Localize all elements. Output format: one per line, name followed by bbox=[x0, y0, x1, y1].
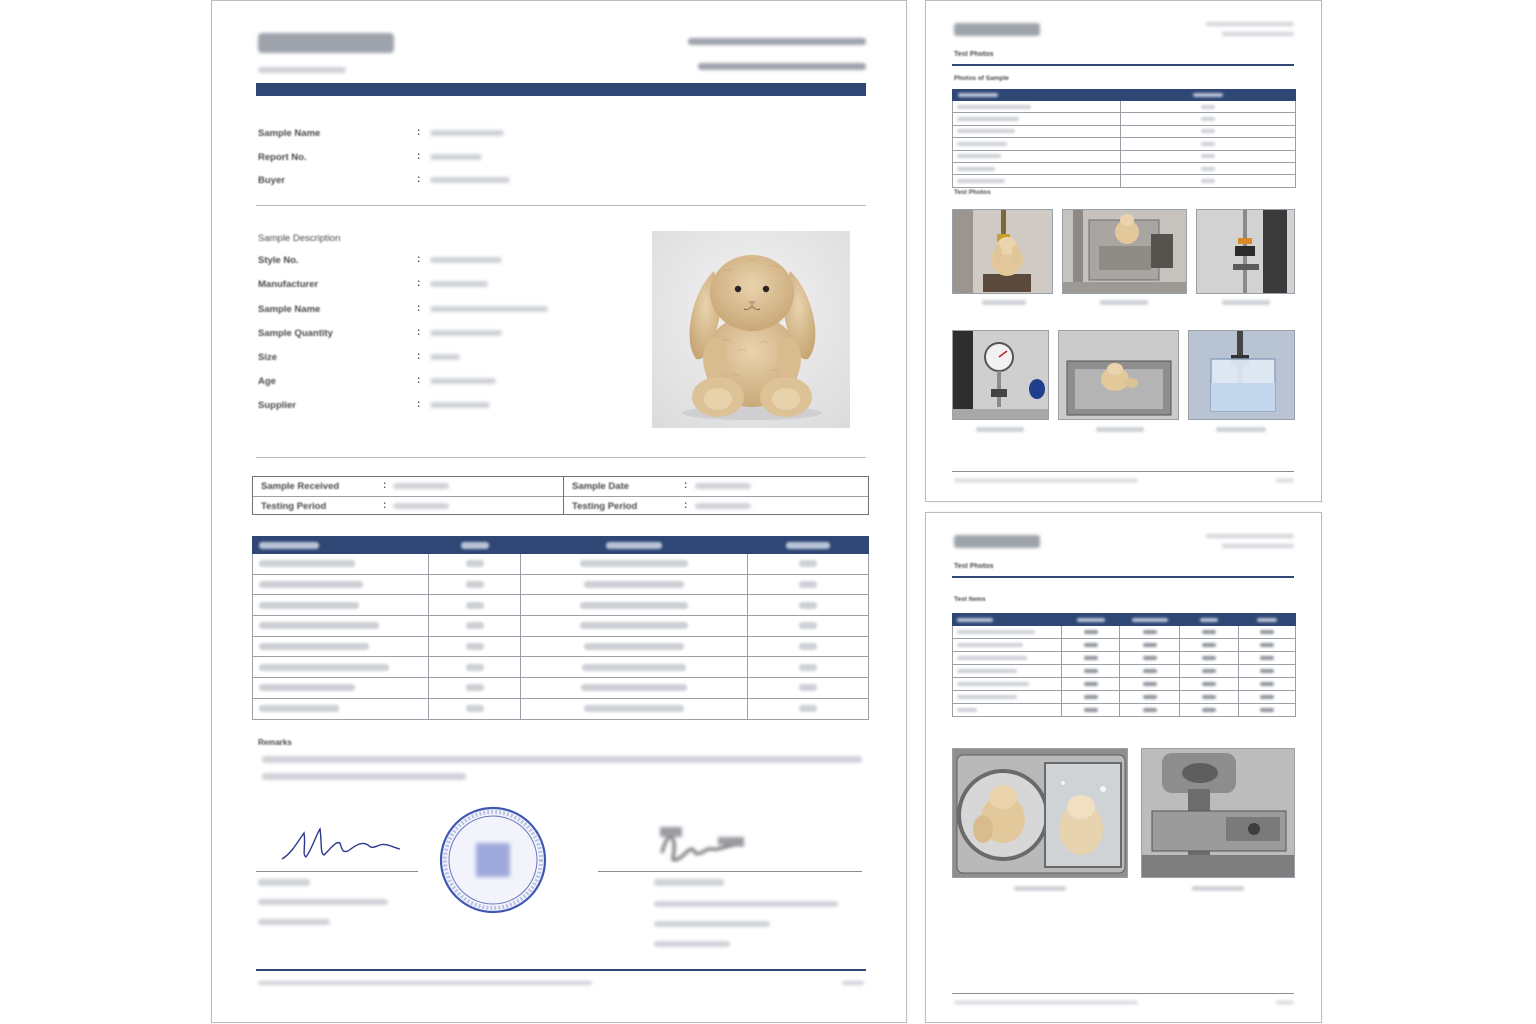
table-row bbox=[253, 574, 869, 595]
table-row bbox=[253, 636, 869, 657]
page-two-table bbox=[952, 89, 1296, 188]
field-label: Report No. bbox=[258, 152, 307, 163]
table-row bbox=[953, 691, 1296, 704]
table-row bbox=[953, 113, 1296, 125]
plush-bunny-image bbox=[652, 231, 850, 428]
table-row bbox=[253, 554, 869, 575]
desc-label: Size bbox=[258, 352, 278, 363]
test-photo-tumble-drum bbox=[952, 748, 1128, 878]
table-row bbox=[953, 138, 1296, 150]
footer-rule bbox=[256, 969, 866, 971]
desc-label: Sample Quantity bbox=[258, 328, 333, 339]
remarks-line-1 bbox=[262, 756, 862, 763]
test-photo-torque-machine bbox=[1141, 748, 1295, 878]
table-row bbox=[253, 616, 869, 637]
signer-right-name bbox=[654, 879, 724, 886]
remarks-line-2 bbox=[262, 773, 466, 780]
signature-left bbox=[278, 819, 408, 869]
test-photo-drop-rig bbox=[1062, 209, 1187, 294]
info-label: Sample Received bbox=[261, 481, 340, 492]
header-bar bbox=[256, 83, 866, 96]
report-page-three bbox=[925, 512, 1322, 1023]
info-label: Testing Period bbox=[572, 501, 638, 512]
info-label: Sample Date bbox=[572, 481, 630, 492]
signer-left-title bbox=[258, 899, 388, 905]
desc-label: Style No. bbox=[258, 255, 299, 266]
table-row bbox=[253, 657, 869, 678]
table-row bbox=[953, 652, 1296, 665]
table-row bbox=[253, 698, 869, 719]
table-row bbox=[953, 175, 1296, 187]
signer-right-title bbox=[654, 901, 838, 907]
test-photo-water-bath bbox=[1188, 330, 1295, 420]
table-row bbox=[253, 678, 869, 699]
field-value bbox=[430, 177, 510, 183]
sub-title: Photos of Sample bbox=[954, 75, 1009, 82]
signature-right bbox=[654, 823, 754, 871]
sample-photo bbox=[652, 231, 850, 428]
company-logo bbox=[954, 535, 1040, 548]
sample-info-box: Sample Received : Testing Period : Sample Date : Testing Period : bbox=[252, 476, 869, 515]
col-test-items bbox=[253, 537, 429, 554]
test-photo-tension-clamp bbox=[1196, 209, 1295, 294]
signer-right-dept bbox=[654, 921, 770, 927]
remarks-title: Remarks bbox=[258, 738, 292, 747]
desc-label: Age bbox=[258, 376, 276, 387]
table-row bbox=[953, 704, 1296, 717]
test-photo-tensile-plush bbox=[952, 209, 1053, 294]
table-row bbox=[953, 125, 1296, 137]
desc-label: Sample Name bbox=[258, 304, 321, 315]
company-logo bbox=[258, 33, 394, 53]
company-logo bbox=[954, 23, 1040, 36]
footer-text bbox=[258, 981, 592, 985]
header-address-line-1 bbox=[688, 38, 866, 45]
table-row bbox=[953, 678, 1296, 691]
report-page-main: Sample Name : Report No. : Buyer : Sample Description Style No. : Manufacturer : Sample Name : Sample Quantity : Size : Age : Supplier : Sample Received : Testing Period : Sample Date : Testing Period : Remarks bbox=[211, 0, 907, 1023]
header-address-line-2 bbox=[698, 63, 866, 70]
signer-left-date bbox=[258, 919, 330, 925]
col-requirements bbox=[521, 537, 748, 554]
test-photo-force-gauge bbox=[952, 330, 1049, 420]
signer-left-name bbox=[258, 879, 310, 886]
table-row bbox=[953, 162, 1296, 174]
col-conclusion bbox=[748, 537, 869, 554]
table-row bbox=[953, 639, 1296, 652]
test-results-table bbox=[252, 536, 869, 720]
official-stamp bbox=[438, 805, 548, 915]
section-title: Test Photos bbox=[954, 51, 994, 58]
field-label: Buyer bbox=[258, 175, 285, 186]
table-row bbox=[953, 150, 1296, 162]
table-row bbox=[953, 665, 1296, 678]
info-label: Testing Period bbox=[261, 501, 327, 512]
page-three-table bbox=[952, 613, 1296, 717]
desc-label: Supplier bbox=[258, 400, 297, 411]
signer-right-date bbox=[654, 941, 730, 947]
table-row bbox=[953, 101, 1296, 113]
test-photo-tray-plush bbox=[1058, 330, 1179, 420]
desc-label: Manufacturer bbox=[258, 279, 319, 290]
field-label: Sample Name bbox=[258, 128, 321, 139]
field-value bbox=[430, 154, 482, 160]
company-subtitle bbox=[258, 67, 346, 73]
footer-page-number bbox=[842, 981, 864, 985]
col-result bbox=[429, 537, 521, 554]
sub-title: Test Items bbox=[954, 596, 986, 603]
field-value bbox=[430, 130, 504, 136]
photos-title: Test Photos bbox=[954, 189, 991, 196]
table-row bbox=[953, 626, 1296, 639]
table-row bbox=[253, 595, 869, 616]
section-title: Test Photos bbox=[954, 563, 994, 570]
report-page-two bbox=[925, 0, 1322, 502]
sample-description-title: Sample Description bbox=[258, 233, 341, 244]
